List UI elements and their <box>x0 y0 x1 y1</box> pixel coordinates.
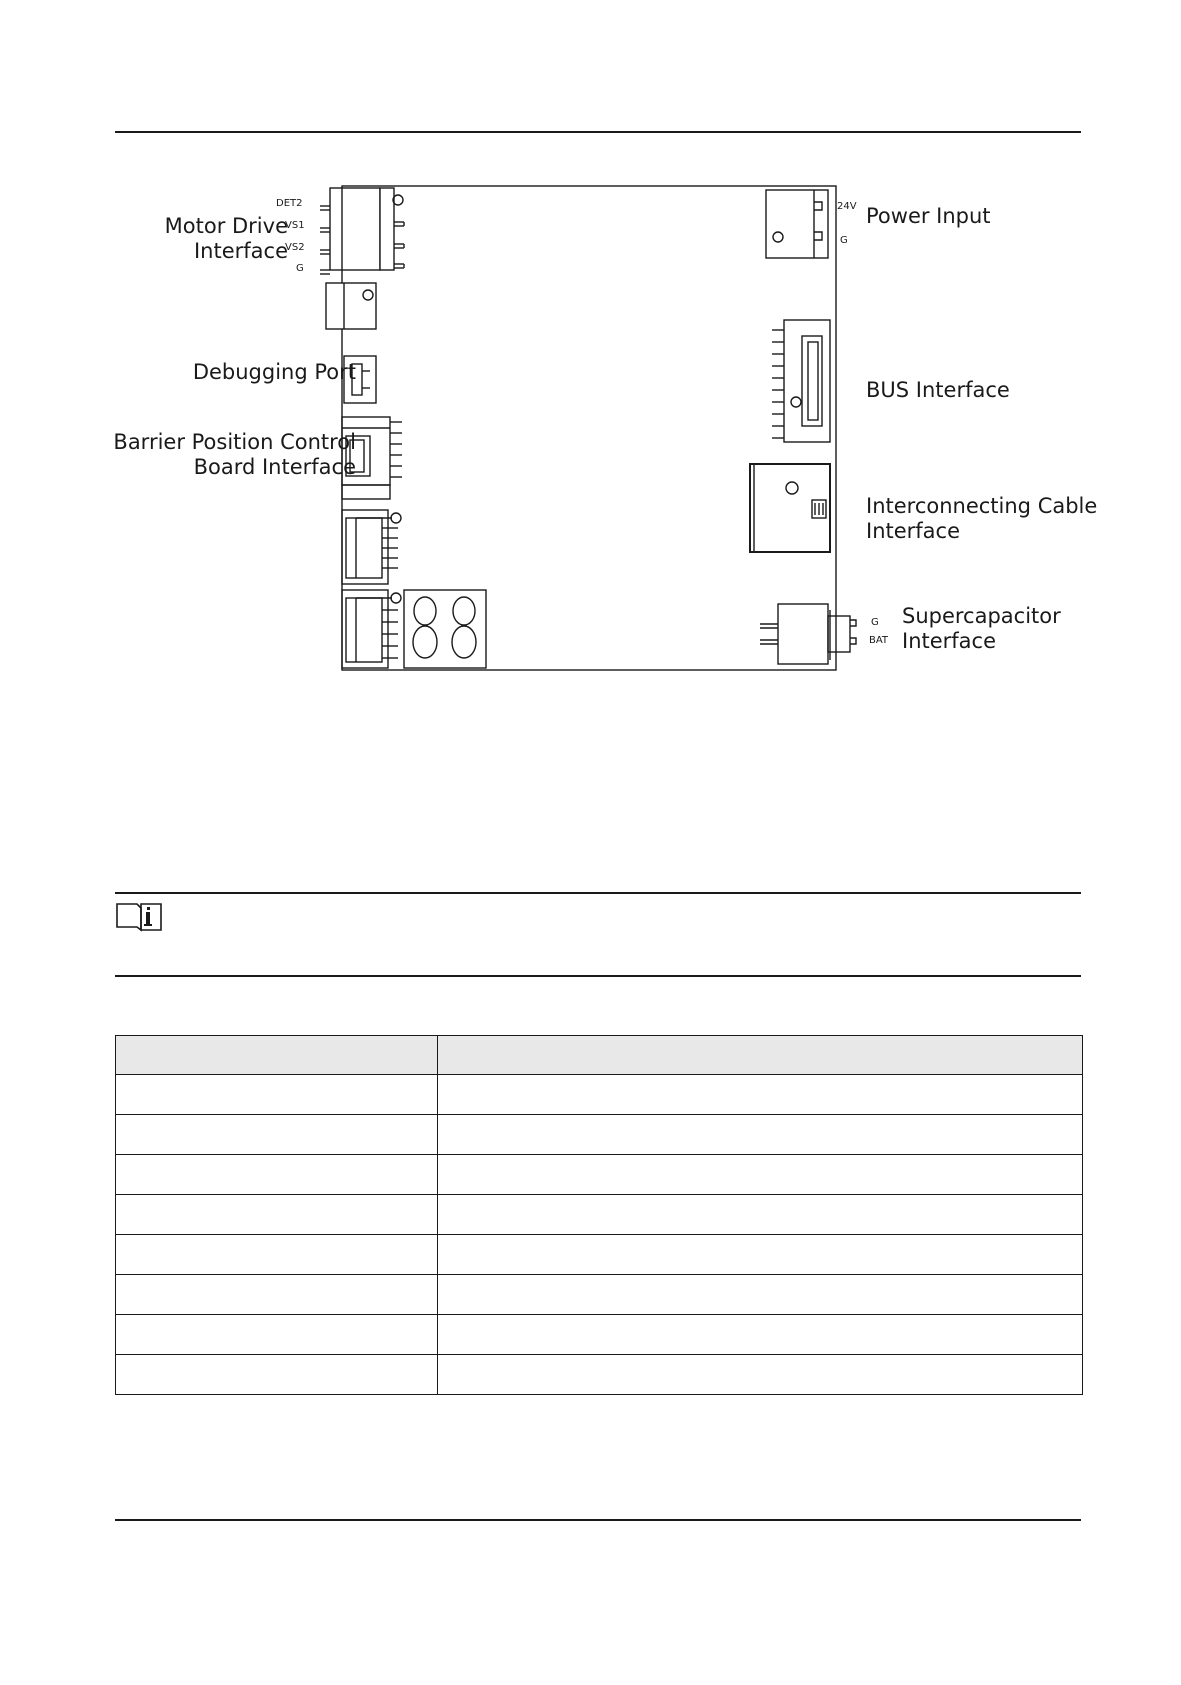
pin-label-g-motor: G <box>296 263 304 274</box>
pin-label-g-supercap: G <box>871 617 879 628</box>
control-board-diagram <box>80 170 1110 690</box>
table-row <box>116 1355 1083 1395</box>
note-rule-bottom <box>115 975 1081 977</box>
interconnecting-cable-connector <box>750 464 830 552</box>
motor-drive-label-line2: Interface <box>193 239 288 263</box>
note-rule-top <box>115 892 1081 894</box>
motor-drive-interface-label <box>110 214 288 264</box>
table-cell <box>438 1315 1083 1355</box>
power-input-connector <box>766 190 828 258</box>
bus-connector <box>784 320 830 442</box>
motor-drive-connector <box>330 188 380 270</box>
supercapacitor-connector <box>778 604 828 664</box>
table-row <box>116 1235 1083 1275</box>
table-header-cell <box>438 1036 1083 1075</box>
table-cell <box>116 1315 438 1355</box>
barrier-label-line2: Board Interface <box>193 455 356 479</box>
power-input-label: Power Input <box>866 204 991 228</box>
interface-description-table <box>115 1035 1083 1395</box>
table-cell <box>116 1195 438 1235</box>
interconnecting-label-line1: Interconnecting Cable <box>866 494 1098 518</box>
supercap-label-line1: Supercapacitor <box>902 604 1061 628</box>
interconnecting-cable-label <box>866 494 1097 544</box>
table-cell <box>438 1235 1083 1275</box>
table-header-row <box>116 1036 1083 1075</box>
table-header-cell <box>116 1036 438 1075</box>
table-row <box>116 1075 1083 1115</box>
supercap-label-line2: Interface <box>902 629 997 653</box>
table-cell <box>438 1155 1083 1195</box>
debugging-port-label: Debugging Port <box>192 360 356 384</box>
supercapacitor-label <box>902 604 1061 654</box>
table-row <box>116 1275 1083 1315</box>
bus-interface-label: BUS Interface <box>866 378 1010 402</box>
board-outline <box>342 186 836 670</box>
note-book-icon <box>115 900 163 932</box>
footer-rule <box>115 1519 1081 1521</box>
pin-label-bat: BAT <box>869 635 889 646</box>
header-rule <box>115 131 1081 133</box>
table-row <box>116 1315 1083 1355</box>
barrier-label-line1: Barrier Position Control <box>113 430 356 454</box>
pin-label-g-power: G <box>840 235 848 246</box>
pin-label-vs2: VS2 <box>285 242 305 253</box>
pin-label-24v: 24V <box>837 201 857 212</box>
table-row <box>116 1115 1083 1155</box>
table-cell <box>116 1115 438 1155</box>
table-row <box>116 1195 1083 1235</box>
side-connector-lower <box>342 590 388 668</box>
table-cell <box>438 1355 1083 1395</box>
barrier-position-control-label <box>80 430 356 480</box>
table-cell <box>438 1075 1083 1115</box>
table-cell <box>116 1355 438 1395</box>
motor-drive-label-line1: Motor Drive <box>164 214 288 238</box>
table-cell <box>438 1275 1083 1315</box>
table-cell <box>116 1235 438 1275</box>
table-cell <box>116 1075 438 1115</box>
table-row <box>116 1155 1083 1195</box>
table-cell <box>438 1115 1083 1155</box>
table-cell <box>116 1275 438 1315</box>
table-cell <box>438 1195 1083 1235</box>
pin-label-det2: DET2 <box>276 198 303 209</box>
interconnecting-label-line2: Interface <box>866 519 961 543</box>
side-connector-upper <box>342 510 388 584</box>
table-cell <box>116 1155 438 1195</box>
pin-label-vs1: VS1 <box>285 220 305 231</box>
